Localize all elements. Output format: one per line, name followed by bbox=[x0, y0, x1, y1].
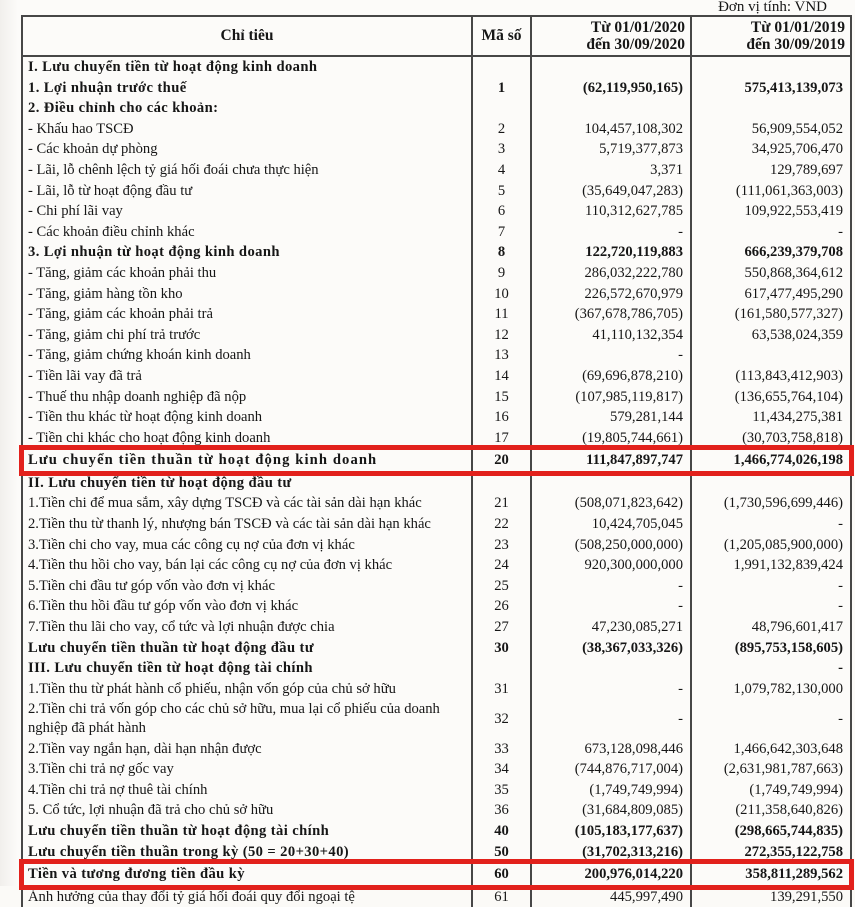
table-row bbox=[22, 658, 851, 679]
header-period-2019-line2: đến 30/09/2019 bbox=[746, 36, 845, 53]
row-code: 50 bbox=[472, 842, 531, 863]
row-value-2019: (895,753,158,605) bbox=[734, 639, 843, 656]
row-value-2019: (1,730,596,699,446) bbox=[723, 495, 843, 512]
row-label: - Chi phí lãi vay bbox=[22, 201, 472, 222]
table-row bbox=[22, 473, 851, 494]
table-row bbox=[22, 366, 851, 387]
row-label: - Các khoản dự phòng bbox=[22, 139, 472, 160]
row-label: - Tăng, giảm các khoản phải trả bbox=[22, 304, 472, 325]
row-value-2019: 575,413,139,073 bbox=[744, 79, 843, 96]
row-value-2019: 63,538,024,359 bbox=[751, 326, 843, 343]
table-row bbox=[22, 222, 851, 243]
header-criteria: Chỉ tiêu bbox=[22, 16, 472, 56]
row-label: Lưu chuyển tiền thuần trong kỳ (50 = 20+30+40) bbox=[22, 842, 472, 863]
row-label: 3. Lợi nhuận từ hoạt động kinh doanh bbox=[22, 242, 472, 263]
row-value-2019: 109,922,553,419 bbox=[744, 203, 843, 220]
row-value-2020: 3,371 bbox=[531, 160, 691, 181]
row-value-2020: 110,312,627,785 bbox=[531, 201, 691, 222]
row-value-2020: 41,110,132,354 bbox=[531, 325, 691, 346]
row-value-2020: 920,300,000,000 bbox=[531, 555, 691, 576]
row-value-2019: (2,631,981,787,663) bbox=[723, 761, 843, 778]
row-code: 20 bbox=[472, 448, 531, 473]
row-value-2020: - bbox=[531, 576, 691, 597]
row-code: 6 bbox=[472, 201, 531, 222]
row-code: 7 bbox=[472, 222, 531, 243]
table-row bbox=[22, 78, 851, 99]
row-value-2020: (19,805,744,661) bbox=[531, 428, 691, 449]
row-label: Lưu chuyển tiền thuần từ hoạt động đầu tư bbox=[22, 638, 472, 659]
row-value-2020: (744,876,717,004) bbox=[531, 759, 691, 780]
table-row bbox=[22, 139, 851, 160]
table-body bbox=[22, 56, 851, 907]
row-code: 32 bbox=[472, 699, 531, 738]
row-code: 15 bbox=[472, 387, 531, 408]
row-label: 6.Tiền thu hồi đầu tư góp vốn vào đơn vị khác bbox=[22, 596, 472, 617]
row-label: II. Lưu chuyển tiền từ hoạt động đầu tư bbox=[22, 473, 472, 494]
table-row bbox=[22, 56, 851, 78]
row-value-2020: (107,985,119,817) bbox=[531, 387, 691, 408]
row-value-2019: (111,061,363,003) bbox=[735, 182, 843, 199]
table-row bbox=[22, 284, 851, 305]
row-value-2020: - bbox=[531, 596, 691, 617]
row-value-2020: (31,684,809,085) bbox=[531, 800, 691, 821]
row-code: 9 bbox=[472, 263, 531, 284]
row-label: - Tăng, giảm chứng khoán kinh doanh bbox=[22, 345, 472, 366]
row-value-2020: - bbox=[531, 699, 691, 738]
row-code bbox=[472, 658, 531, 679]
table-row bbox=[22, 448, 851, 473]
row-label: 2.Tiền chi trả vốn góp cho các chủ sở hữu, mua lại cổ phiếu của doanh nghiệp đã phát hành bbox=[22, 699, 472, 738]
table-row bbox=[22, 387, 851, 408]
header-period-2019 bbox=[691, 16, 851, 56]
row-value-2020 bbox=[531, 658, 691, 679]
table-row bbox=[22, 759, 851, 780]
row-value-2020: 111,847,897,747 bbox=[531, 448, 691, 473]
row-value-2019 bbox=[691, 98, 851, 119]
header-code: Mã số bbox=[472, 16, 531, 56]
row-label: - Thuế thu nhập doanh nghiệp đã nộp bbox=[22, 387, 472, 408]
table-row bbox=[22, 181, 851, 202]
table-row bbox=[22, 98, 851, 119]
table-row bbox=[22, 780, 851, 801]
row-value-2019: 666,239,379,708 bbox=[744, 244, 843, 261]
row-label: 4.Tiền chi trả nợ thuê tài chính bbox=[22, 780, 472, 801]
row-code: 11 bbox=[472, 304, 531, 325]
table-row bbox=[22, 514, 851, 535]
row-value-2019 bbox=[691, 345, 851, 366]
row-value-2019 bbox=[691, 473, 851, 494]
row-value-2019: - bbox=[838, 577, 843, 594]
row-value-2020: (1,749,749,994) bbox=[531, 780, 691, 801]
table-row bbox=[22, 800, 851, 821]
table-row bbox=[22, 493, 851, 514]
row-value-2020: - bbox=[531, 345, 691, 366]
table-row bbox=[22, 407, 851, 428]
row-label: III. Lưu chuyển tiền từ hoạt động tài chính bbox=[22, 658, 472, 679]
table-row bbox=[22, 119, 851, 140]
row-value-2019: - bbox=[838, 660, 843, 677]
row-value-2020: (508,250,000,000) bbox=[531, 535, 691, 556]
row-code: 26 bbox=[472, 596, 531, 617]
row-code: 23 bbox=[472, 535, 531, 556]
row-value-2020: 286,032,222,780 bbox=[531, 263, 691, 284]
row-value-2019: (30,703,758,818) bbox=[742, 429, 843, 446]
row-code: 17 bbox=[472, 428, 531, 449]
table-row bbox=[22, 887, 851, 907]
row-value-2019: 11,434,275,381 bbox=[752, 409, 843, 426]
row-label: 5.Tiền chi đầu tư góp vốn vào đơn vị khác bbox=[22, 576, 472, 597]
row-value-2020: 445,997,490 bbox=[531, 887, 691, 907]
header-period-2019-line1: Từ 01/01/2019 bbox=[750, 19, 845, 36]
row-value-2020 bbox=[531, 98, 691, 119]
row-value-2020: 579,281,144 bbox=[531, 407, 691, 428]
row-value-2020: 5,719,377,873 bbox=[531, 139, 691, 160]
table-row bbox=[22, 242, 851, 263]
row-value-2019: 48,796,601,417 bbox=[751, 619, 843, 636]
row-value-2020: 122,720,119,883 bbox=[531, 242, 691, 263]
row-value-2019: 272,355,122,758 bbox=[744, 843, 843, 860]
row-label: - Lãi, lỗ chênh lệch tỷ giá hối đoái chưa thực hiện bbox=[22, 160, 472, 181]
row-value-2019: 1,466,642,303,648 bbox=[733, 740, 843, 757]
row-label: - Tăng, giảm chi phí trả trước bbox=[22, 325, 472, 346]
row-label: - Tiền chi khác cho hoạt động kinh doanh bbox=[22, 428, 472, 449]
table-row bbox=[22, 739, 851, 760]
row-code: 34 bbox=[472, 759, 531, 780]
row-label: Lưu chuyển tiền thuần từ hoạt động tài chính bbox=[22, 821, 472, 842]
row-value-2019: - bbox=[838, 516, 843, 533]
unit-label: Đơn vị tính: VND bbox=[718, 0, 827, 15]
table-header bbox=[22, 16, 851, 56]
row-label: 2.Tiền vay ngắn hạn, dài hạn nhận được bbox=[22, 739, 472, 760]
row-value-2020: - bbox=[531, 222, 691, 243]
row-value-2020 bbox=[531, 473, 691, 494]
row-code: 30 bbox=[472, 638, 531, 659]
header-period-2020-line1: Từ 01/01/2020 bbox=[590, 19, 685, 36]
row-value-2020: (105,183,177,637) bbox=[531, 821, 691, 842]
row-label: I. Lưu chuyển tiền từ hoạt động kinh doanh bbox=[22, 56, 472, 78]
row-code: 3 bbox=[472, 139, 531, 160]
row-value-2019: (1,205,085,900,000) bbox=[723, 536, 843, 553]
row-value-2020: (508,071,823,642) bbox=[531, 493, 691, 514]
row-label: 1. Lợi nhuận trước thuế bbox=[22, 78, 472, 99]
row-label: - Lãi, lỗ từ hoạt động đầu tư bbox=[22, 181, 472, 202]
table-row bbox=[22, 596, 851, 617]
row-code: 14 bbox=[472, 366, 531, 387]
row-code: 4 bbox=[472, 160, 531, 181]
row-code: 16 bbox=[472, 407, 531, 428]
row-value-2019: (1,749,749,994) bbox=[749, 781, 843, 798]
header-period-2020 bbox=[531, 16, 691, 56]
row-value-2019: 358,811,289,562 bbox=[745, 866, 843, 883]
row-code: 31 bbox=[472, 679, 531, 700]
row-value-2019: - bbox=[838, 223, 843, 240]
row-value-2019: (136,655,764,104) bbox=[734, 388, 843, 405]
row-value-2019: 1,079,782,130,000 bbox=[733, 680, 843, 697]
table-row bbox=[22, 325, 851, 346]
row-label: - Tăng, giảm các khoản phải thu bbox=[22, 263, 472, 284]
row-code: 10 bbox=[472, 284, 531, 305]
row-value-2019: 550,868,364,612 bbox=[744, 264, 843, 281]
table-row bbox=[22, 263, 851, 284]
row-code: 25 bbox=[472, 576, 531, 597]
table-row bbox=[22, 821, 851, 842]
table-row bbox=[22, 345, 851, 366]
row-code bbox=[472, 473, 531, 494]
row-code: 2 bbox=[472, 119, 531, 140]
row-code: 60 bbox=[472, 862, 531, 887]
row-label: - Tiền lãi vay đã trả bbox=[22, 366, 472, 387]
row-label: - Tiền thu khác từ hoạt động kinh doanh bbox=[22, 407, 472, 428]
row-value-2020: 47,230,085,271 bbox=[531, 617, 691, 638]
row-code: 21 bbox=[472, 493, 531, 514]
table-row bbox=[22, 699, 851, 738]
row-label: 3.Tiền chi trả nợ gốc vay bbox=[22, 759, 472, 780]
row-value-2019: (211,358,640,826) bbox=[735, 802, 843, 819]
row-code: 24 bbox=[472, 555, 531, 576]
table-row bbox=[22, 304, 851, 325]
row-value-2019: - bbox=[838, 598, 843, 615]
row-code: 5 bbox=[472, 181, 531, 202]
row-code: 35 bbox=[472, 780, 531, 801]
row-value-2020: (69,696,878,210) bbox=[531, 366, 691, 387]
row-value-2020: (31,702,313,216) bbox=[531, 842, 691, 863]
row-label: 3.Tiền chi cho vay, mua các công cụ nợ của đơn vị khác bbox=[22, 535, 472, 556]
row-code: 1 bbox=[472, 78, 531, 99]
table-row bbox=[22, 535, 851, 556]
row-value-2020: 226,572,670,979 bbox=[531, 284, 691, 305]
row-value-2019: (298,665,744,835) bbox=[734, 822, 843, 839]
cash-flow-statement-table bbox=[21, 15, 852, 907]
row-label: - Tăng, giảm hàng tồn kho bbox=[22, 284, 472, 305]
row-value-2019: 1,991,132,839,424 bbox=[733, 557, 843, 574]
row-code: 27 bbox=[472, 617, 531, 638]
table-row bbox=[22, 638, 851, 659]
row-code: 40 bbox=[472, 821, 531, 842]
row-code: 13 bbox=[472, 345, 531, 366]
row-code: 36 bbox=[472, 800, 531, 821]
row-code bbox=[472, 56, 531, 78]
row-value-2020: - bbox=[531, 679, 691, 700]
table-row bbox=[22, 617, 851, 638]
table-row bbox=[22, 160, 851, 181]
table-row bbox=[22, 576, 851, 597]
row-value-2020: (38,367,033,326) bbox=[531, 638, 691, 659]
row-label: - Khấu hao TSCĐ bbox=[22, 119, 472, 140]
table-row bbox=[22, 428, 851, 449]
row-code: 12 bbox=[472, 325, 531, 346]
row-value-2020: 104,457,108,302 bbox=[531, 119, 691, 140]
row-code: 61 bbox=[472, 887, 531, 907]
table-row bbox=[22, 862, 851, 887]
row-value-2019: 617,477,495,290 bbox=[744, 285, 843, 302]
row-label: 4.Tiền thu hồi cho vay, bán lại các công cụ nợ của đơn vị khác bbox=[22, 555, 472, 576]
row-value-2020: (35,649,047,283) bbox=[531, 181, 691, 202]
row-value-2020: (367,678,786,705) bbox=[531, 304, 691, 325]
row-label: Ảnh hưởng của thay đổi tỷ giá hối đoái quy đổi ngoại tệ bbox=[22, 887, 472, 907]
table-row bbox=[22, 201, 851, 222]
row-value-2020: 673,128,098,446 bbox=[531, 739, 691, 760]
table-row bbox=[22, 555, 851, 576]
header-period-2020-line2: đến 30/09/2020 bbox=[586, 36, 685, 53]
row-code: 8 bbox=[472, 242, 531, 263]
row-value-2019: 1,466,774,026,198 bbox=[733, 452, 843, 469]
row-label: 1.Tiền thu từ phát hành cổ phiếu, nhận vốn góp của chủ sở hữu bbox=[22, 679, 472, 700]
row-value-2020: 200,976,014,220 bbox=[531, 862, 691, 887]
table-row bbox=[22, 842, 851, 863]
row-value-2019: 129,789,697 bbox=[770, 161, 843, 178]
row-value-2020 bbox=[531, 56, 691, 78]
row-value-2019: (161,580,577,327) bbox=[734, 306, 843, 323]
table-header-row bbox=[22, 16, 851, 56]
row-code: 33 bbox=[472, 739, 531, 760]
row-value-2019: 56,909,554,052 bbox=[751, 120, 843, 137]
row-value-2019: - bbox=[838, 710, 843, 727]
row-code: 22 bbox=[472, 514, 531, 535]
table-row bbox=[22, 679, 851, 700]
row-label: 2.Tiền thu từ thanh lý, nhượng bán TSCĐ và các tài sản dài hạn khác bbox=[22, 514, 472, 535]
row-value-2019: (113,843,412,903) bbox=[735, 367, 843, 384]
row-value-2019: 34,925,706,470 bbox=[751, 141, 843, 158]
row-label: 5. Cổ tức, lợi nhuận đã trả cho chủ sở hữu bbox=[22, 800, 472, 821]
row-value-2020: 10,424,705,045 bbox=[531, 514, 691, 535]
row-label: 1.Tiền chi để mua sắm, xây dựng TSCĐ và các tài sản dài hạn khác bbox=[22, 493, 472, 514]
row-code bbox=[472, 98, 531, 119]
row-label: - Các khoản điều chỉnh khác bbox=[22, 222, 472, 243]
row-value-2019 bbox=[691, 56, 851, 78]
row-label: 7.Tiền thu lãi cho vay, cổ tức và lợi nhuận được chia bbox=[22, 617, 472, 638]
row-value-2019: 139,291,550 bbox=[770, 888, 843, 905]
row-value-2020: (62,119,950,165) bbox=[531, 78, 691, 99]
row-label: Lưu chuyển tiền thuần từ hoạt động kinh doanh bbox=[22, 448, 472, 473]
row-label: 2. Điều chỉnh cho các khoản: bbox=[22, 98, 472, 119]
row-label: Tiền và tương đương tiền đầu kỳ bbox=[22, 862, 472, 887]
